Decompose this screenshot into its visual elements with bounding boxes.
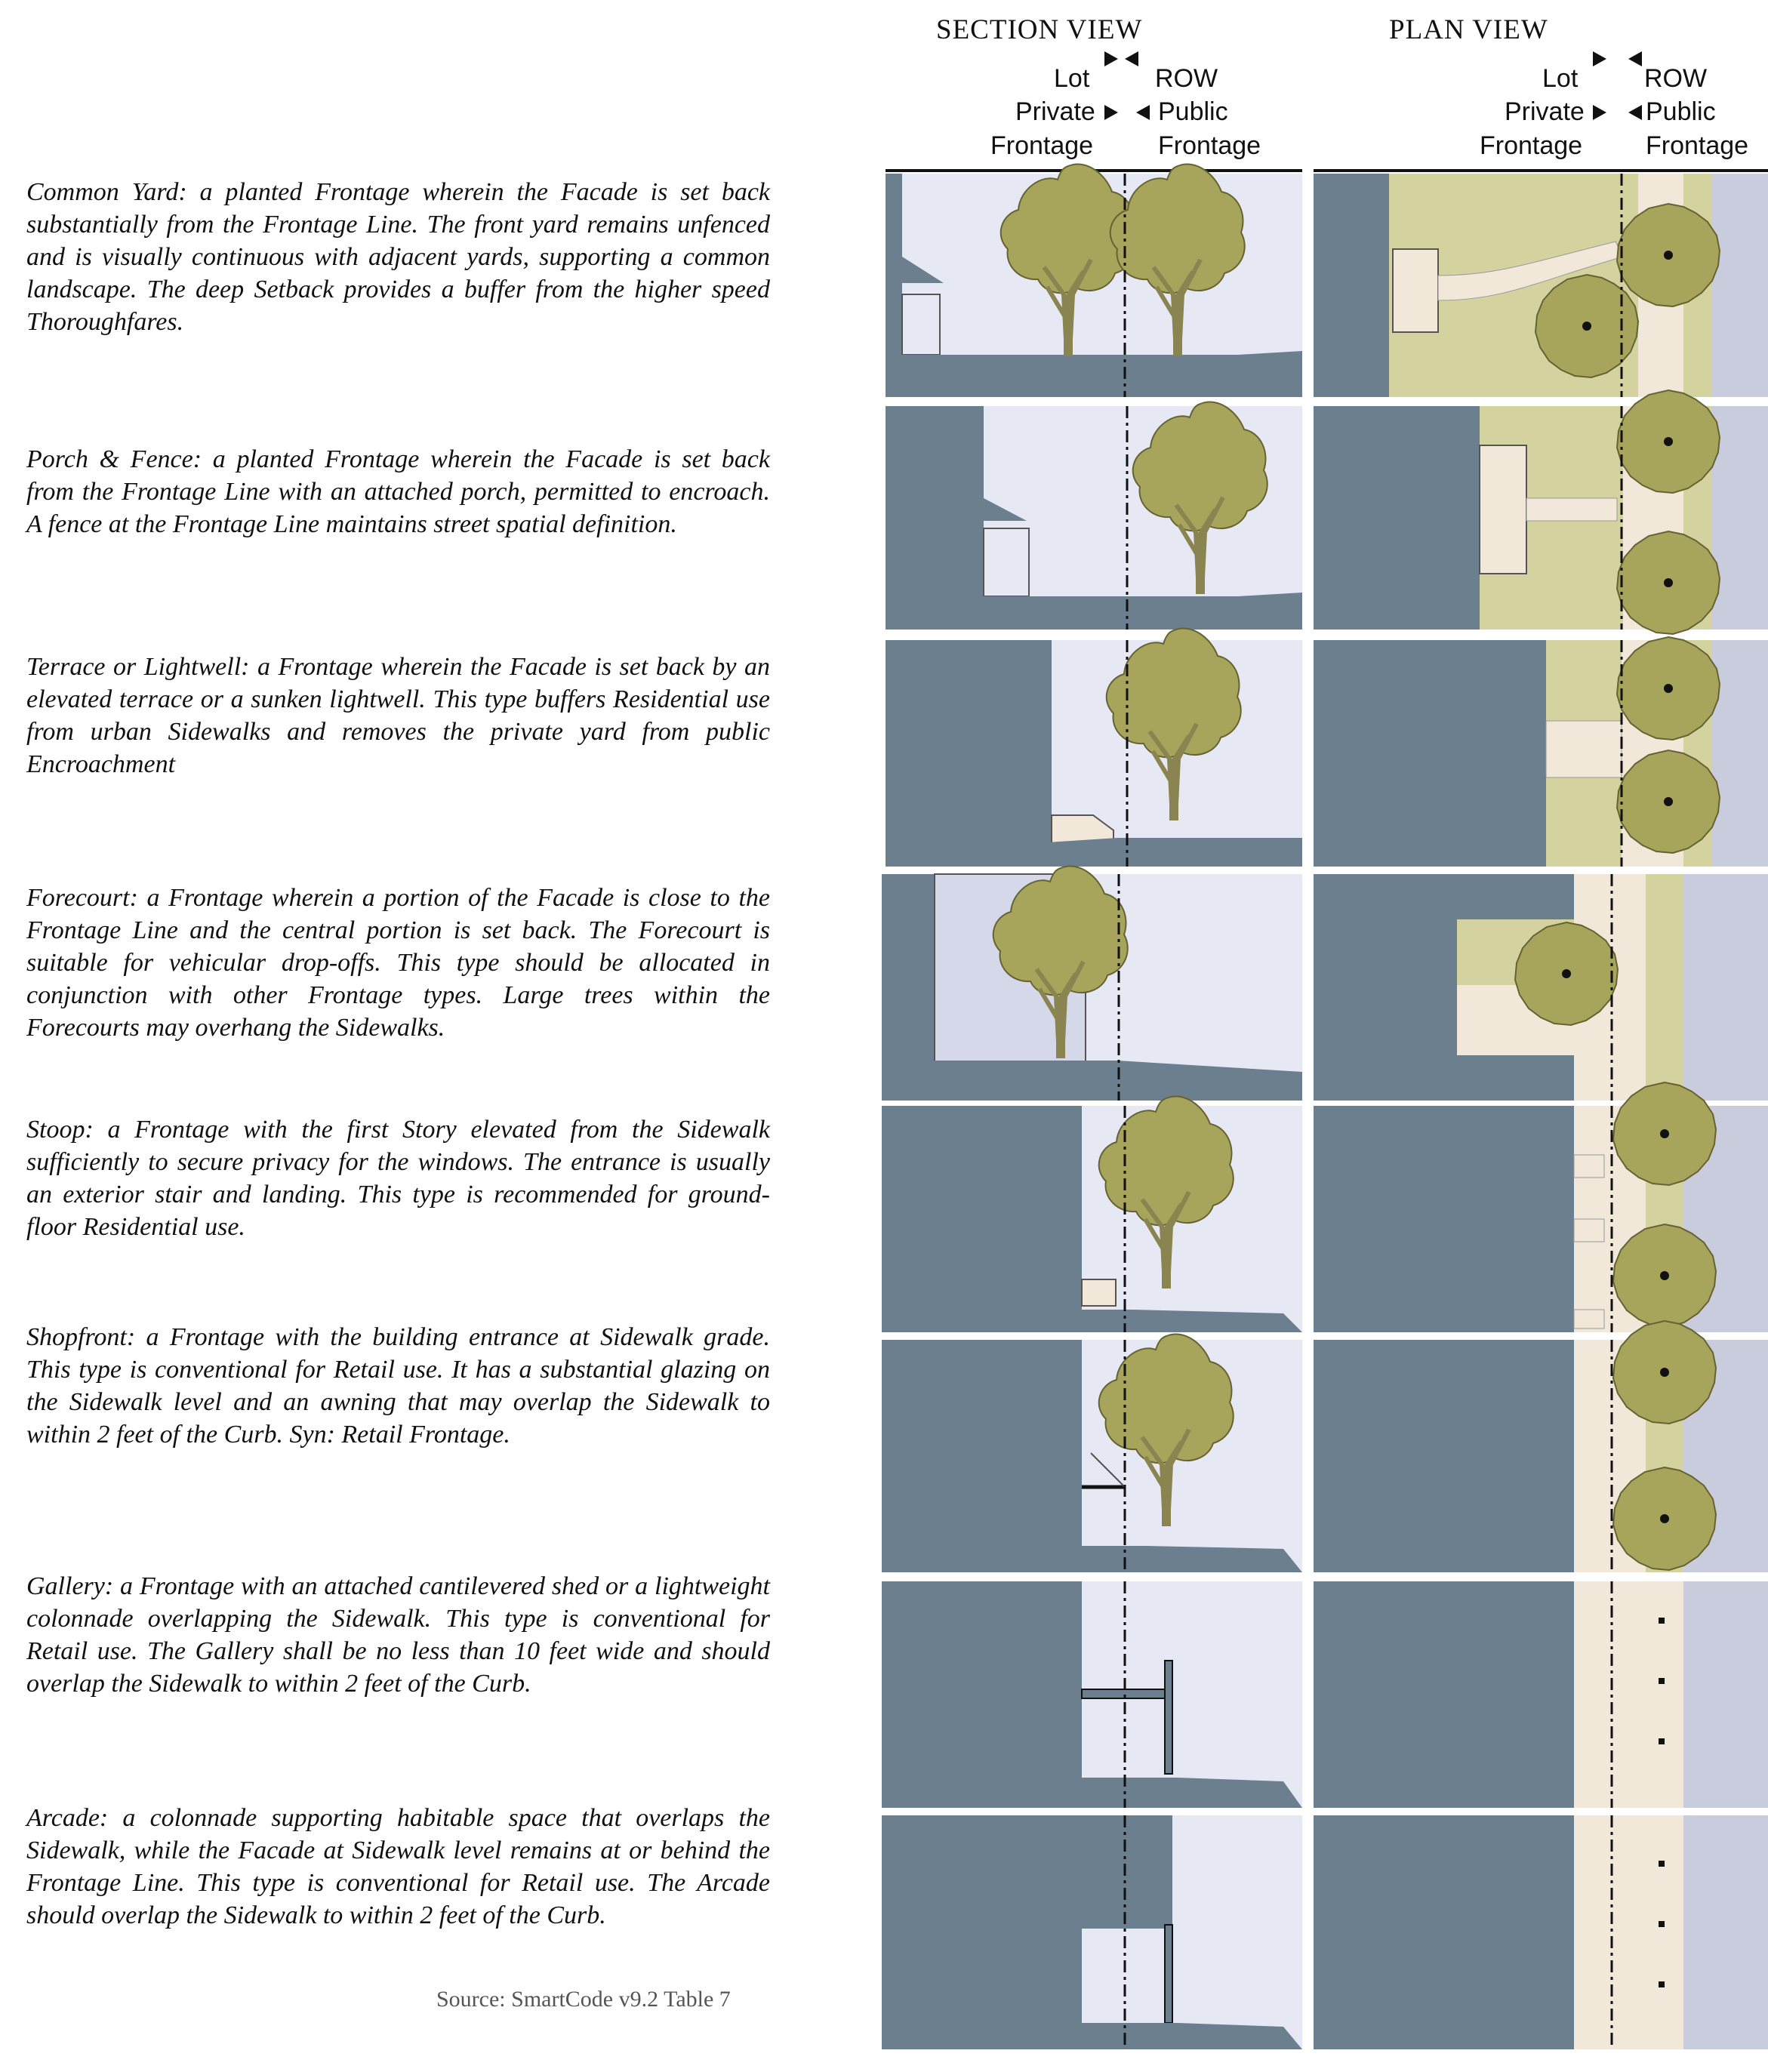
plan-terrace-lightwell [1314,637,1768,867]
section-view-header: SECTION VIEW [936,14,1143,45]
desc-terrace-lightwell: Terrace or Lightwell: a Frontage wherein the Facade is set back by an elevated terrace or a sunken lightwell. This type buffers Residential use from urban Sidewalks and removes the private yard from public Encroachment [26,653,770,778]
plan-porch-fence [1314,390,1768,634]
plan-legend-private: Private [1505,97,1585,126]
section-common-yard [886,165,1302,397]
section-legend-frontage-public: Frontage [1158,131,1261,160]
desc-porch-fence: Porch & Fence: a planted Frontage wherein the Facade is set back from the Frontage Line with an attached porch, permitted to encroach. A fence at the Frontage Line maintains street spatial definition. [26,445,770,538]
plan-arcade [1314,1815,1768,2049]
plan-gallery [1314,1581,1768,1808]
desc-forecourt: Forecourt: a Frontage wherein a portion of the Facade is close to the Frontage Line and the central portion is set back. The Forecourt is suitable for vehicular drop-offs. This type should be allocated in conjunction with other Frontage types. Large trees within the Forecourts may overhang the Sidewalks. [26,884,770,1042]
section-shopfront [882,1335,1302,1572]
section-legend-row: ROW [1155,64,1218,93]
desc-gallery: Gallery: a Frontage with an attached cantilevered shed or a lightweight colonnade overlapping the Sidewalk. This type is conventional for Retail use. The Gallery shall be no less than 10 feet wide and should overlap the Sidewalk to within 2 feet of the Curb. [26,1572,770,1698]
plan-legend-frontage-public: Frontage [1646,131,1749,160]
section-legend-private: Private [1015,97,1095,126]
plan-legend-lot: Lot [1542,64,1579,93]
section-legend-frontage-private: Frontage [990,131,1094,160]
plan-legend-row: ROW [1644,64,1708,93]
plan-view-header: PLAN VIEW [1389,14,1548,45]
plan-stoop [1314,1082,1768,1332]
desc-arcade: Arcade: a colonnade supporting habitable space that overlaps the Sidewalk, while the Facade at Sidewalk level remains at or behind the Frontage Line. This type is conventional for Retail use. The Arcade should overlap the Sidewalk to within 2 feet of the Curb. [26,1804,770,1929]
section-legend-lot: Lot [1054,64,1090,93]
source-note: Source: SmartCode v9.2 Table 7 [436,1987,731,2012]
section-forecourt [882,867,1302,1101]
desc-stoop: Stoop: a Frontage with the first Story elevated from the Sidewalk sufficiently to secure privacy for the windows. The entrance is usually an exterior stair and landing. This type is recommended for ground-floor Residential use. [26,1116,770,1241]
section-porch-fence [886,402,1302,630]
plan-common-yard [1314,174,1768,397]
plan-legend-public: Public [1646,97,1716,126]
desc-common-yard: Common Yard: a planted Frontage wherein the Facade is set back substantially from the Frontage Line. The front yard remains unfenced and is visually continuous with adjacent yards, supporting a common landscape. The deep Setback provides a buffer from the higher speed Thoroughfares. [26,178,770,336]
section-terrace-lightwell [886,629,1302,867]
section-arcade [882,1815,1302,2049]
section-stoop [882,1097,1302,1332]
section-legend-public: Public [1158,97,1228,126]
section-gallery [882,1581,1302,1808]
plan-forecourt [1314,874,1768,1101]
plan-shopfront [1314,1321,1768,1572]
plan-legend-frontage-private: Frontage [1480,131,1583,160]
desc-shopfront: Shopfront: a Frontage with the building entrance at Sidewalk grade. This type is conventional for Retail use. It has a substantial glazing on the Sidewalk level and an awning that may overlap the Sidewalk to within 2 feet of the Curb. Syn: Retail Frontage. [26,1323,770,1449]
